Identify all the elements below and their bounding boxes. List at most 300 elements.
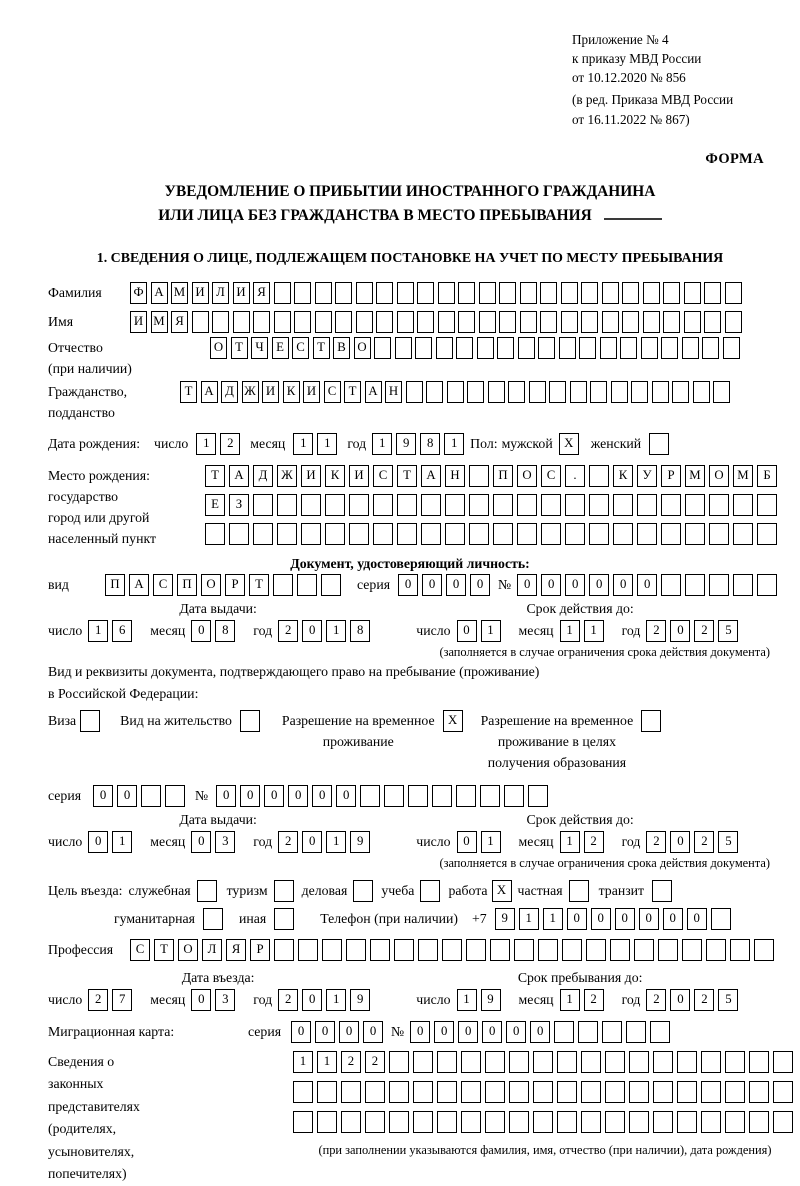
char-cell[interactable] bbox=[499, 282, 516, 304]
migration-series-cells[interactable] bbox=[291, 1021, 387, 1043]
char-cell[interactable] bbox=[749, 1111, 769, 1133]
char-cell[interactable]: 2 bbox=[646, 831, 666, 853]
char-cell[interactable]: М bbox=[151, 311, 168, 333]
male-checkbox[interactable] bbox=[559, 433, 583, 455]
char-cell[interactable] bbox=[408, 785, 428, 807]
char-cell[interactable] bbox=[600, 337, 617, 359]
char-cell[interactable] bbox=[417, 311, 434, 333]
char-cell[interactable]: И bbox=[349, 465, 369, 487]
char-cell[interactable]: К bbox=[283, 381, 300, 403]
char-cell[interactable] bbox=[754, 939, 774, 961]
purpose-official-checkbox[interactable] bbox=[197, 880, 221, 902]
char-cell[interactable] bbox=[565, 523, 585, 545]
char-cell[interactable] bbox=[509, 1081, 529, 1103]
char-cell[interactable] bbox=[701, 1081, 721, 1103]
char-cell[interactable] bbox=[469, 494, 489, 516]
char-cell[interactable] bbox=[581, 282, 598, 304]
char-cell[interactable] bbox=[733, 574, 753, 596]
char-cell[interactable] bbox=[389, 1081, 409, 1103]
char-cell[interactable]: 2 bbox=[694, 989, 714, 1011]
char-cell[interactable]: 0 bbox=[457, 620, 477, 642]
char-cell[interactable] bbox=[277, 494, 297, 516]
char-cell[interactable]: 2 bbox=[220, 433, 240, 455]
char-cell[interactable] bbox=[581, 311, 598, 333]
citizenship-cells[interactable] bbox=[180, 381, 734, 403]
char-cell[interactable] bbox=[570, 381, 587, 403]
char-cell[interactable] bbox=[461, 1081, 481, 1103]
female-checkbox[interactable] bbox=[649, 433, 673, 455]
char-cell[interactable] bbox=[661, 523, 681, 545]
char-cell[interactable]: 0 bbox=[191, 989, 211, 1011]
char-cell[interactable] bbox=[652, 381, 669, 403]
char-cell[interactable] bbox=[397, 311, 414, 333]
char-cell[interactable]: 0 bbox=[264, 785, 284, 807]
char-cell[interactable] bbox=[586, 939, 606, 961]
char-cell[interactable]: 0 bbox=[446, 574, 466, 596]
patronymic-cells[interactable] bbox=[210, 337, 743, 359]
char-cell[interactable] bbox=[360, 785, 380, 807]
char-cell[interactable] bbox=[569, 880, 589, 902]
char-cell[interactable] bbox=[663, 282, 680, 304]
doc-series-cells[interactable] bbox=[398, 574, 494, 596]
char-cell[interactable] bbox=[663, 311, 680, 333]
char-cell[interactable]: П bbox=[493, 465, 513, 487]
char-cell[interactable]: 0 bbox=[398, 574, 418, 596]
char-cell[interactable] bbox=[581, 1051, 601, 1073]
char-cell[interactable]: 5 bbox=[718, 831, 738, 853]
representatives-row1-cells[interactable] bbox=[293, 1051, 797, 1073]
char-cell[interactable] bbox=[421, 523, 441, 545]
birth-day-cells[interactable] bbox=[196, 433, 244, 455]
char-cell[interactable]: С bbox=[130, 939, 150, 961]
char-cell[interactable]: Т bbox=[344, 381, 361, 403]
representatives-row2-cells[interactable] bbox=[293, 1081, 797, 1103]
char-cell[interactable]: 0 bbox=[541, 574, 561, 596]
char-cell[interactable] bbox=[297, 574, 317, 596]
char-cell[interactable]: 0 bbox=[312, 785, 332, 807]
char-cell[interactable]: М bbox=[733, 465, 753, 487]
entry-month-cells[interactable] bbox=[191, 989, 239, 1011]
char-cell[interactable]: 2 bbox=[694, 620, 714, 642]
char-cell[interactable] bbox=[341, 1111, 361, 1133]
char-cell[interactable]: 0 bbox=[240, 785, 260, 807]
char-cell[interactable]: И bbox=[301, 465, 321, 487]
char-cell[interactable]: О bbox=[178, 939, 198, 961]
char-cell[interactable]: 6 bbox=[112, 620, 132, 642]
char-cell[interactable] bbox=[757, 574, 777, 596]
char-cell[interactable]: 1 bbox=[196, 433, 216, 455]
char-cell[interactable]: И bbox=[303, 381, 320, 403]
char-cell[interactable] bbox=[165, 785, 185, 807]
char-cell[interactable] bbox=[565, 494, 585, 516]
char-cell[interactable]: 0 bbox=[591, 908, 611, 930]
char-cell[interactable]: Т bbox=[154, 939, 174, 961]
char-cell[interactable]: 7 bbox=[112, 989, 132, 1011]
char-cell[interactable] bbox=[376, 311, 393, 333]
char-cell[interactable]: 1 bbox=[519, 908, 539, 930]
char-cell[interactable] bbox=[652, 880, 672, 902]
char-cell[interactable] bbox=[641, 710, 661, 732]
char-cell[interactable] bbox=[613, 494, 633, 516]
birth-year-cells[interactable] bbox=[372, 433, 468, 455]
char-cell[interactable] bbox=[420, 880, 440, 902]
char-cell[interactable] bbox=[709, 494, 729, 516]
char-cell[interactable]: 0 bbox=[457, 831, 477, 853]
char-cell[interactable] bbox=[240, 710, 260, 732]
char-cell[interactable] bbox=[445, 494, 465, 516]
char-cell[interactable] bbox=[389, 1051, 409, 1073]
char-cell[interactable]: 0 bbox=[363, 1021, 383, 1043]
char-cell[interactable] bbox=[562, 939, 582, 961]
char-cell[interactable]: С bbox=[292, 337, 309, 359]
entry-day-cells[interactable] bbox=[88, 989, 136, 1011]
char-cell[interactable]: О bbox=[709, 465, 729, 487]
char-cell[interactable] bbox=[322, 939, 342, 961]
char-cell[interactable] bbox=[541, 523, 561, 545]
char-cell[interactable] bbox=[438, 282, 455, 304]
char-cell[interactable] bbox=[469, 465, 489, 487]
char-cell[interactable]: А bbox=[421, 465, 441, 487]
char-cell[interactable] bbox=[508, 381, 525, 403]
res-issue-day-cells[interactable] bbox=[88, 831, 136, 853]
char-cell[interactable] bbox=[479, 282, 496, 304]
char-cell[interactable]: X bbox=[492, 880, 512, 902]
char-cell[interactable] bbox=[581, 1111, 601, 1133]
char-cell[interactable]: Л bbox=[202, 939, 222, 961]
char-cell[interactable] bbox=[341, 1081, 361, 1103]
char-cell[interactable]: 1 bbox=[481, 831, 501, 853]
representatives-row3-cells[interactable] bbox=[293, 1111, 797, 1133]
char-cell[interactable]: . bbox=[565, 465, 585, 487]
char-cell[interactable] bbox=[325, 494, 345, 516]
stay-year-cells[interactable] bbox=[646, 989, 742, 1011]
char-cell[interactable] bbox=[458, 311, 475, 333]
char-cell[interactable]: 0 bbox=[506, 1021, 526, 1043]
char-cell[interactable] bbox=[533, 1111, 553, 1133]
char-cell[interactable] bbox=[493, 494, 513, 516]
char-cell[interactable] bbox=[622, 311, 639, 333]
char-cell[interactable] bbox=[709, 574, 729, 596]
char-cell[interactable] bbox=[701, 1111, 721, 1133]
char-cell[interactable] bbox=[684, 282, 701, 304]
char-cell[interactable] bbox=[589, 494, 609, 516]
id-valid-month-cells[interactable] bbox=[560, 620, 608, 642]
purpose-private-checkbox[interactable] bbox=[569, 880, 593, 902]
char-cell[interactable] bbox=[533, 1081, 553, 1103]
char-cell[interactable] bbox=[504, 785, 524, 807]
char-cell[interactable]: 2 bbox=[646, 989, 666, 1011]
char-cell[interactable] bbox=[477, 337, 494, 359]
char-cell[interactable]: И bbox=[192, 282, 209, 304]
char-cell[interactable] bbox=[518, 337, 535, 359]
char-cell[interactable]: М bbox=[171, 282, 188, 304]
char-cell[interactable] bbox=[773, 1081, 793, 1103]
char-cell[interactable] bbox=[413, 1081, 433, 1103]
char-cell[interactable] bbox=[456, 785, 476, 807]
char-cell[interactable] bbox=[723, 337, 740, 359]
char-cell[interactable]: А bbox=[201, 381, 218, 403]
id-valid-year-cells[interactable] bbox=[646, 620, 742, 642]
doc-kind-cells[interactable] bbox=[105, 574, 345, 596]
birth-month-cells[interactable] bbox=[293, 433, 341, 455]
char-cell[interactable] bbox=[538, 337, 555, 359]
char-cell[interactable] bbox=[533, 1051, 553, 1073]
char-cell[interactable] bbox=[461, 1111, 481, 1133]
name-cells[interactable] bbox=[130, 311, 745, 333]
birthplace-row3-cells[interactable] bbox=[205, 523, 781, 545]
char-cell[interactable] bbox=[301, 494, 321, 516]
char-cell[interactable] bbox=[704, 311, 721, 333]
char-cell[interactable] bbox=[490, 939, 510, 961]
char-cell[interactable]: 0 bbox=[458, 1021, 478, 1043]
purpose-business-checkbox[interactable] bbox=[353, 880, 377, 902]
char-cell[interactable] bbox=[395, 337, 412, 359]
char-cell[interactable] bbox=[653, 1051, 673, 1073]
char-cell[interactable]: 0 bbox=[315, 1021, 335, 1043]
char-cell[interactable]: 0 bbox=[302, 620, 322, 642]
char-cell[interactable]: Т bbox=[231, 337, 248, 359]
id-issue-month-cells[interactable] bbox=[191, 620, 239, 642]
char-cell[interactable]: 0 bbox=[117, 785, 137, 807]
char-cell[interactable]: 3 bbox=[215, 831, 235, 853]
char-cell[interactable]: 2 bbox=[646, 620, 666, 642]
char-cell[interactable] bbox=[253, 523, 273, 545]
char-cell[interactable] bbox=[590, 381, 607, 403]
char-cell[interactable] bbox=[620, 337, 637, 359]
char-cell[interactable]: X bbox=[443, 710, 463, 732]
char-cell[interactable] bbox=[561, 311, 578, 333]
stay-month-cells[interactable] bbox=[560, 989, 608, 1011]
char-cell[interactable] bbox=[701, 1051, 721, 1073]
visa-checkbox[interactable] bbox=[80, 710, 104, 732]
char-cell[interactable]: 3 bbox=[215, 989, 235, 1011]
char-cell[interactable]: 0 bbox=[615, 908, 635, 930]
char-cell[interactable]: 2 bbox=[278, 989, 298, 1011]
char-cell[interactable] bbox=[293, 1081, 313, 1103]
char-cell[interactable]: Д bbox=[253, 465, 273, 487]
residence-permit-checkbox[interactable] bbox=[240, 710, 264, 732]
char-cell[interactable] bbox=[649, 433, 669, 455]
char-cell[interactable]: 0 bbox=[93, 785, 113, 807]
char-cell[interactable]: 0 bbox=[639, 908, 659, 930]
char-cell[interactable] bbox=[629, 1081, 649, 1103]
temp-residence-checkbox[interactable] bbox=[443, 710, 467, 732]
char-cell[interactable] bbox=[298, 939, 318, 961]
char-cell[interactable]: 1 bbox=[560, 620, 580, 642]
char-cell[interactable] bbox=[677, 1081, 697, 1103]
char-cell[interactable]: 1 bbox=[326, 620, 346, 642]
char-cell[interactable]: 0 bbox=[567, 908, 587, 930]
char-cell[interactable] bbox=[685, 494, 705, 516]
char-cell[interactable]: 9 bbox=[350, 831, 370, 853]
char-cell[interactable]: 0 bbox=[291, 1021, 311, 1043]
char-cell[interactable]: 2 bbox=[365, 1051, 385, 1073]
char-cell[interactable]: 9 bbox=[350, 989, 370, 1011]
char-cell[interactable]: 8 bbox=[215, 620, 235, 642]
stay-day-cells[interactable] bbox=[457, 989, 505, 1011]
char-cell[interactable] bbox=[709, 523, 729, 545]
char-cell[interactable] bbox=[397, 494, 417, 516]
char-cell[interactable]: 0 bbox=[191, 831, 211, 853]
char-cell[interactable]: Т bbox=[249, 574, 269, 596]
char-cell[interactable] bbox=[479, 311, 496, 333]
char-cell[interactable]: 2 bbox=[88, 989, 108, 1011]
char-cell[interactable] bbox=[356, 311, 373, 333]
char-cell[interactable] bbox=[325, 523, 345, 545]
char-cell[interactable]: X bbox=[559, 433, 579, 455]
char-cell[interactable]: 0 bbox=[434, 1021, 454, 1043]
char-cell[interactable] bbox=[469, 523, 489, 545]
char-cell[interactable]: 0 bbox=[670, 620, 690, 642]
res-doc-series-cells[interactable] bbox=[93, 785, 189, 807]
char-cell[interactable] bbox=[602, 311, 619, 333]
char-cell[interactable] bbox=[650, 1021, 670, 1043]
char-cell[interactable] bbox=[192, 311, 209, 333]
char-cell[interactable]: Л bbox=[212, 282, 229, 304]
char-cell[interactable]: 0 bbox=[589, 574, 609, 596]
id-issue-year-cells[interactable] bbox=[278, 620, 374, 642]
char-cell[interactable]: Ф bbox=[130, 282, 147, 304]
char-cell[interactable] bbox=[315, 311, 332, 333]
char-cell[interactable]: К bbox=[613, 465, 633, 487]
char-cell[interactable] bbox=[559, 337, 576, 359]
char-cell[interactable]: 0 bbox=[470, 574, 490, 596]
char-cell[interactable] bbox=[488, 381, 505, 403]
char-cell[interactable] bbox=[365, 1111, 385, 1133]
char-cell[interactable] bbox=[773, 1111, 793, 1133]
char-cell[interactable] bbox=[661, 494, 681, 516]
char-cell[interactable] bbox=[436, 337, 453, 359]
char-cell[interactable] bbox=[233, 311, 250, 333]
char-cell[interactable]: 0 bbox=[637, 574, 657, 596]
birthplace-row2-cells[interactable] bbox=[205, 494, 781, 516]
char-cell[interactable] bbox=[442, 939, 462, 961]
char-cell[interactable] bbox=[485, 1081, 505, 1103]
char-cell[interactable]: 1 bbox=[293, 433, 313, 455]
char-cell[interactable] bbox=[757, 523, 777, 545]
char-cell[interactable] bbox=[730, 939, 750, 961]
char-cell[interactable] bbox=[517, 523, 537, 545]
char-cell[interactable]: С bbox=[324, 381, 341, 403]
char-cell[interactable]: 0 bbox=[191, 620, 211, 642]
char-cell[interactable]: 0 bbox=[288, 785, 308, 807]
char-cell[interactable] bbox=[706, 939, 726, 961]
char-cell[interactable] bbox=[702, 337, 719, 359]
char-cell[interactable] bbox=[321, 574, 341, 596]
char-cell[interactable]: 2 bbox=[584, 989, 604, 1011]
char-cell[interactable]: 0 bbox=[613, 574, 633, 596]
char-cell[interactable]: И bbox=[233, 282, 250, 304]
char-cell[interactable] bbox=[557, 1081, 577, 1103]
char-cell[interactable] bbox=[629, 1111, 649, 1133]
char-cell[interactable] bbox=[661, 337, 678, 359]
char-cell[interactable]: Р bbox=[225, 574, 245, 596]
char-cell[interactable]: 9 bbox=[481, 989, 501, 1011]
entry-year-cells[interactable] bbox=[278, 989, 374, 1011]
char-cell[interactable] bbox=[445, 523, 465, 545]
char-cell[interactable] bbox=[293, 1111, 313, 1133]
surname-cells[interactable] bbox=[130, 282, 745, 304]
char-cell[interactable] bbox=[294, 282, 311, 304]
char-cell[interactable] bbox=[610, 939, 630, 961]
char-cell[interactable] bbox=[643, 311, 660, 333]
char-cell[interactable]: 0 bbox=[336, 785, 356, 807]
char-cell[interactable] bbox=[693, 381, 710, 403]
char-cell[interactable] bbox=[514, 939, 534, 961]
char-cell[interactable] bbox=[438, 311, 455, 333]
char-cell[interactable] bbox=[611, 381, 628, 403]
char-cell[interactable]: Е bbox=[272, 337, 289, 359]
char-cell[interactable] bbox=[229, 523, 249, 545]
char-cell[interactable]: А bbox=[229, 465, 249, 487]
char-cell[interactable]: 0 bbox=[663, 908, 683, 930]
char-cell[interactable] bbox=[141, 785, 161, 807]
char-cell[interactable] bbox=[509, 1111, 529, 1133]
char-cell[interactable] bbox=[437, 1111, 457, 1133]
char-cell[interactable] bbox=[197, 880, 217, 902]
char-cell[interactable] bbox=[447, 381, 464, 403]
char-cell[interactable] bbox=[725, 282, 742, 304]
char-cell[interactable] bbox=[529, 381, 546, 403]
char-cell[interactable]: П bbox=[105, 574, 125, 596]
char-cell[interactable] bbox=[634, 939, 654, 961]
char-cell[interactable] bbox=[541, 494, 561, 516]
char-cell[interactable]: 1 bbox=[444, 433, 464, 455]
char-cell[interactable]: 9 bbox=[495, 908, 515, 930]
char-cell[interactable]: 8 bbox=[350, 620, 370, 642]
char-cell[interactable]: И bbox=[130, 311, 147, 333]
char-cell[interactable] bbox=[413, 1051, 433, 1073]
char-cell[interactable] bbox=[413, 1111, 433, 1133]
res-valid-year-cells[interactable] bbox=[646, 831, 742, 853]
char-cell[interactable] bbox=[212, 311, 229, 333]
phone-cells[interactable] bbox=[495, 908, 735, 930]
char-cell[interactable]: 1 bbox=[88, 620, 108, 642]
char-cell[interactable]: 1 bbox=[457, 989, 477, 1011]
char-cell[interactable]: О bbox=[517, 465, 537, 487]
char-cell[interactable]: 0 bbox=[530, 1021, 550, 1043]
char-cell[interactable] bbox=[335, 311, 352, 333]
doc-number-cells[interactable] bbox=[517, 574, 781, 596]
char-cell[interactable] bbox=[682, 337, 699, 359]
purpose-tourism-checkbox[interactable] bbox=[274, 880, 298, 902]
char-cell[interactable] bbox=[677, 1111, 697, 1133]
char-cell[interactable]: 0 bbox=[687, 908, 707, 930]
char-cell[interactable] bbox=[80, 710, 100, 732]
char-cell[interactable] bbox=[253, 311, 270, 333]
char-cell[interactable] bbox=[497, 337, 514, 359]
char-cell[interactable] bbox=[274, 908, 294, 930]
char-cell[interactable]: А bbox=[151, 282, 168, 304]
char-cell[interactable] bbox=[370, 939, 390, 961]
char-cell[interactable] bbox=[581, 1081, 601, 1103]
char-cell[interactable] bbox=[485, 1111, 505, 1133]
char-cell[interactable] bbox=[538, 939, 558, 961]
char-cell[interactable] bbox=[613, 523, 633, 545]
char-cell[interactable] bbox=[365, 1081, 385, 1103]
char-cell[interactable] bbox=[485, 1051, 505, 1073]
char-cell[interactable]: 0 bbox=[670, 831, 690, 853]
char-cell[interactable] bbox=[466, 939, 486, 961]
char-cell[interactable] bbox=[349, 494, 369, 516]
char-cell[interactable] bbox=[629, 1051, 649, 1073]
char-cell[interactable]: Д bbox=[221, 381, 238, 403]
char-cell[interactable] bbox=[437, 1081, 457, 1103]
char-cell[interactable]: А bbox=[365, 381, 382, 403]
profession-cells[interactable] bbox=[130, 939, 778, 961]
char-cell[interactable] bbox=[684, 311, 701, 333]
char-cell[interactable] bbox=[653, 1111, 673, 1133]
